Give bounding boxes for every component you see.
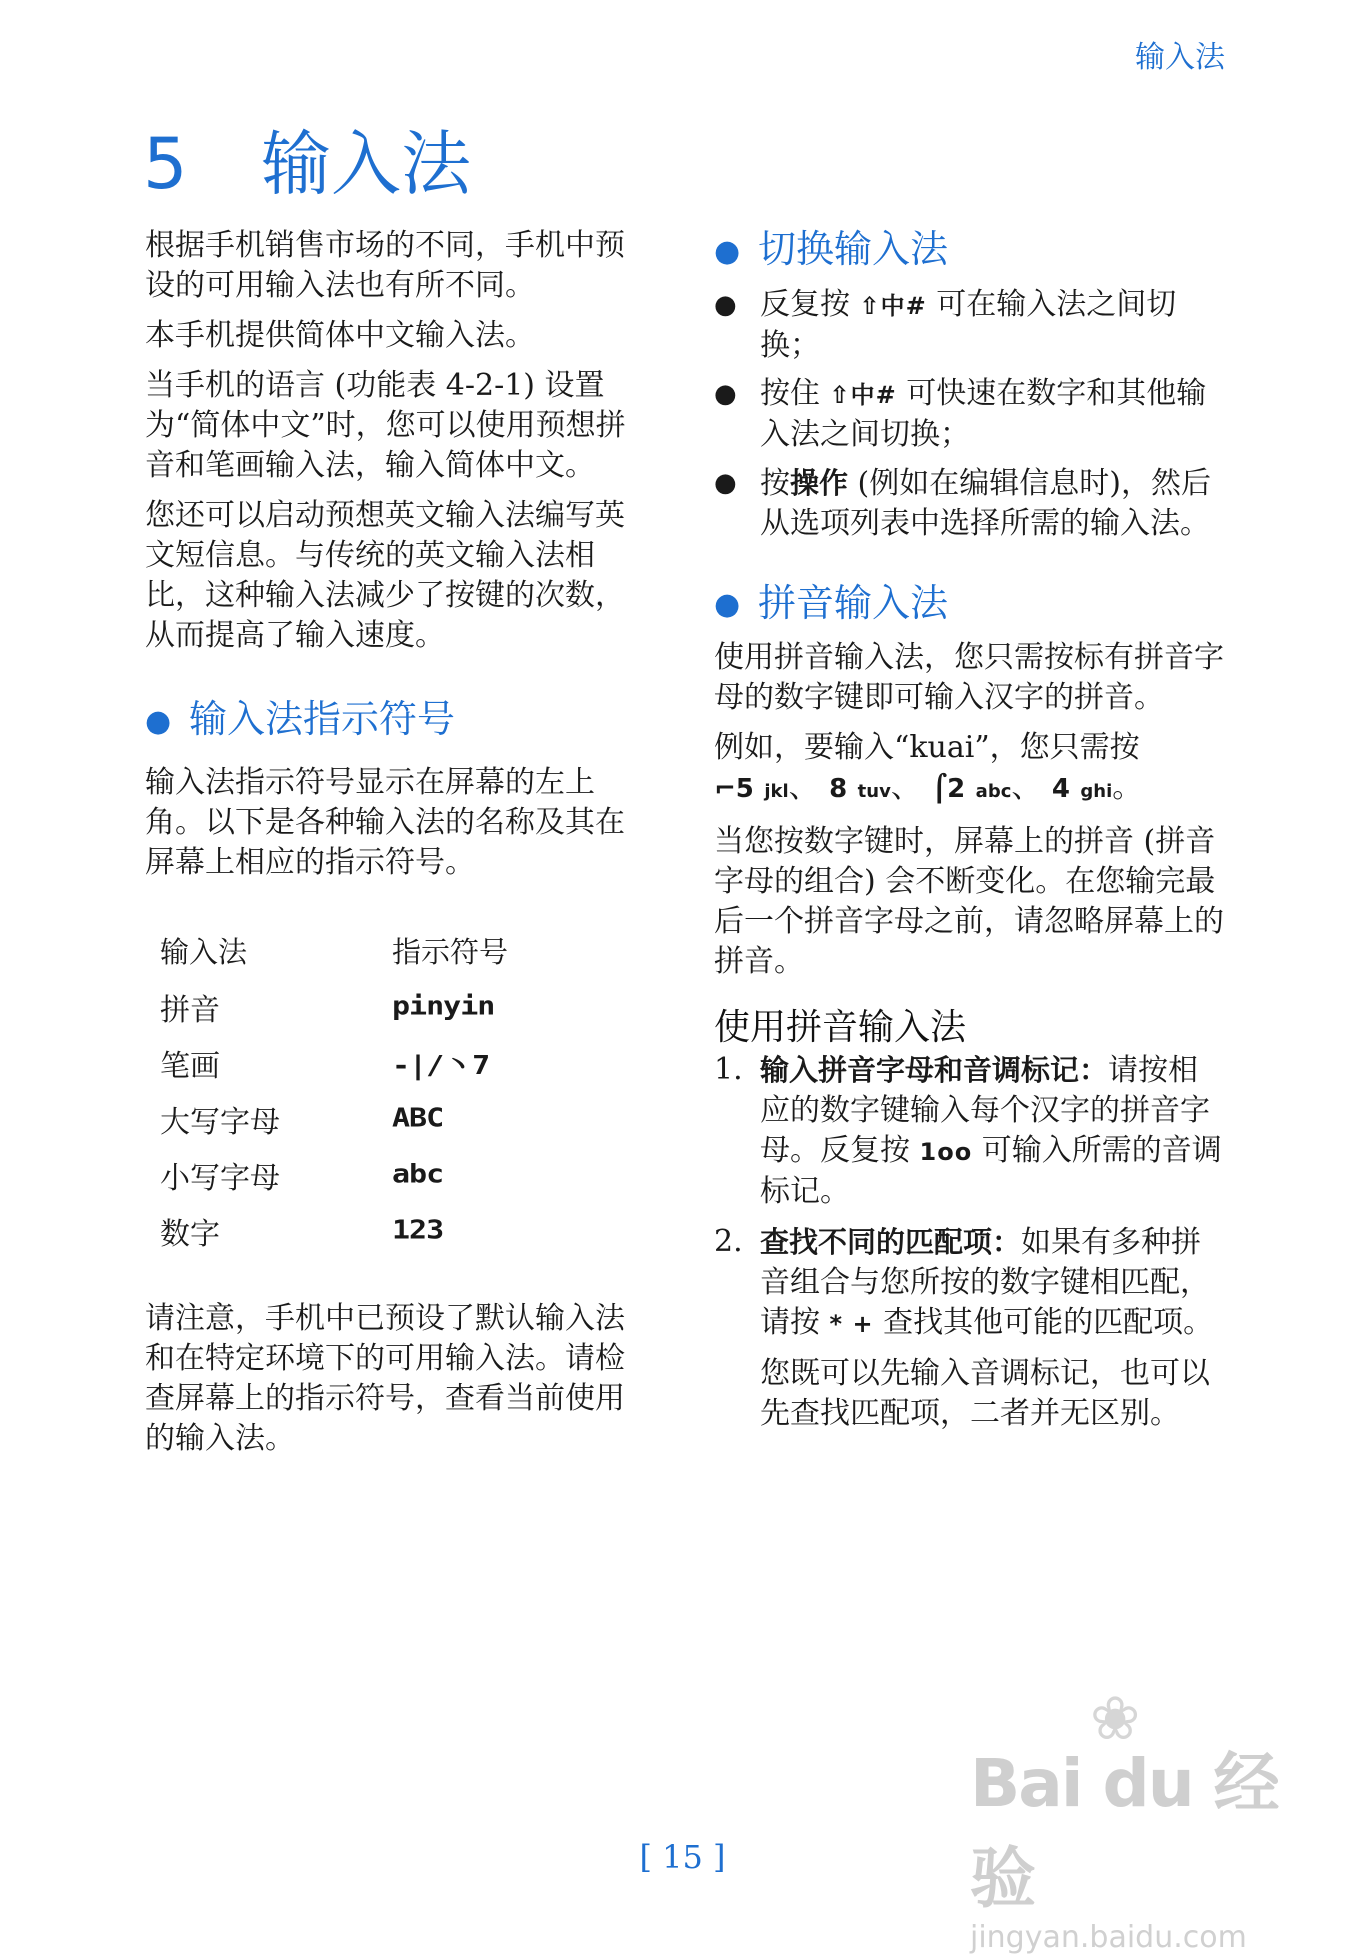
item-text: 请按相应的数字键输入每个汉字的拼音字母。反复按	[760, 1053, 1210, 1168]
list-item	[714, 1222, 1224, 1344]
list-item-text: (例如在编辑信息时)，然后从选项列表中选择所需的输入法。	[760, 465, 1211, 541]
indicator-lowercase-icon: abc	[392, 1159, 444, 1190]
table-row	[160, 1035, 508, 1091]
item-number: 1.	[714, 1052, 743, 1087]
watermark	[970, 1684, 1300, 1955]
key-sequence	[714, 768, 1224, 812]
usage-extra-note: 您既可以先输入音调标记，也可以先查找匹配项，二者并无区别。	[760, 1356, 1210, 1431]
indicator-table	[160, 923, 508, 1259]
table-row	[160, 979, 508, 1035]
indicator-symbol	[392, 1091, 508, 1147]
list-item-text: 反复按	[760, 286, 860, 322]
item-text: 如果有多种拼音组合与您所按的数字键相匹配，请按	[760, 1225, 1210, 1340]
list-item	[714, 285, 1224, 366]
input-method-key-icon: ⇧中#	[829, 380, 897, 409]
table-header-row	[160, 923, 508, 979]
table-row	[160, 1147, 508, 1203]
section-heading-text: 切换输入法	[758, 227, 949, 271]
indicator-symbol	[392, 979, 508, 1035]
indicator-pinyin-icon: pinyin	[392, 991, 495, 1022]
right-column	[714, 226, 1224, 1444]
separator: 、	[890, 770, 921, 805]
item-text: 查找其他可能的匹配项。	[873, 1305, 1214, 1340]
bullet-dot-icon: ●	[714, 233, 741, 269]
key-8-icon: 8	[829, 774, 848, 804]
list-item	[714, 374, 1224, 455]
key-letters: jkl	[764, 781, 789, 802]
method-name: 拼音	[160, 992, 220, 1028]
table-row	[160, 1091, 508, 1147]
input-method-key-icon: ⇧中#	[859, 291, 927, 320]
table-header: 指示符号	[392, 935, 509, 969]
key-letters: ghi	[1080, 781, 1113, 802]
running-header: 输入法	[1135, 40, 1225, 75]
pinyin-paragraph-2: 例如，要输入“kuai”，您只需按	[714, 730, 1140, 765]
indicator-numeric-icon: 123	[392, 1215, 444, 1246]
softkey-label: 操作	[790, 465, 849, 500]
bullet-dot-icon: ●	[714, 587, 741, 622]
indicator-symbol	[392, 1203, 508, 1259]
method-name: 大写字母	[160, 1104, 280, 1140]
bullet-dot-icon: ●	[145, 703, 172, 739]
intro-paragraph-3: 当手机的语言 (功能表 4-2-1) 设置为“简体中文”时，您可以使用预想拼音和笔画输入法，输入简体中文。	[145, 368, 626, 483]
pinyin-paragraph-3: 当您按数字键时，屏幕上的拼音 (拼音字母的组合) 会不断变化。在您输完最后一个拼音字母之前，请忽略屏幕上的拼音。	[714, 824, 1224, 979]
list-item-text: 可快速在数字和其他输入法之间切换；	[760, 375, 1207, 452]
star-key-icon: * +	[829, 1310, 874, 1338]
method-name: 数字	[160, 1216, 220, 1252]
indicator-description: 输入法指示符号显示在屏幕的左上角。以下是各种输入法的名称及其在屏幕上相应的指示符号。	[145, 764, 625, 880]
separator: 、	[1011, 770, 1042, 805]
pinyin-paragraph-1: 使用拼音输入法，您只需按标有拼音字母的数字键即可输入汉字的拼音。	[714, 640, 1224, 715]
paw-logo-icon: ❀	[1090, 1684, 1141, 1754]
watermark-url: jingyan.baidu.com	[970, 1920, 1247, 1955]
intro-paragraph-1: 根据手机销售市场的不同，手机中预设的可用输入法也有所不同。	[145, 228, 625, 303]
key-4-icon: 4	[1051, 774, 1070, 804]
list-item-text: 按住	[760, 375, 830, 411]
section-heading-switch	[714, 226, 1224, 275]
method-name: 笔画	[160, 1048, 220, 1084]
indicator-stroke-icon: -|/丶7	[392, 1050, 490, 1081]
intro-paragraph-2: 本手机提供简体中文输入法。	[145, 318, 535, 353]
intro-paragraph-4: 您还可以启动预想英文输入法编写英文短信息。与传统的英文输入法相比，这种输入法减少了按键的次数，从而提高了输入速度。	[145, 498, 625, 653]
key-letters: abc	[975, 781, 1012, 802]
chapter-title	[143, 108, 471, 209]
separator: 。	[1112, 770, 1143, 805]
bullet-icon: ●	[714, 378, 737, 409]
item-text: 可输入所需的音调标记。	[760, 1133, 1222, 1209]
item-number: 2.	[714, 1224, 743, 1259]
list-item-text: 可在输入法之间切换；	[760, 286, 1177, 363]
item-title: 输入拼音字母和音调标记：	[760, 1053, 1109, 1087]
bullet-icon: ●	[714, 289, 737, 320]
section-heading-indicator	[145, 696, 635, 745]
bullet-icon: ●	[714, 467, 737, 498]
list-item-text: 按	[760, 465, 790, 501]
indicator-symbol	[392, 1147, 508, 1203]
key-2-icon: ⌠2	[931, 774, 966, 804]
section-heading-pinyin	[714, 580, 1224, 629]
section-heading-text: 拼音输入法	[758, 580, 949, 625]
table-row	[160, 1203, 508, 1259]
key-1-icon: 1ᴏᴏ	[919, 1138, 973, 1166]
method-name: 小写字母	[160, 1160, 280, 1196]
section-heading-text: 输入法指示符号	[189, 697, 456, 741]
subheading-usage: 使用拼音输入法	[714, 1007, 967, 1048]
page-number: [ 15 ]	[639, 1838, 726, 1876]
key-letters: tuv	[857, 781, 891, 802]
chapter-number: 5	[143, 123, 188, 205]
left-column	[145, 226, 635, 1469]
indicator-note: 请注意，手机中已预设了默认输入法和在特定环境下的可用输入法。请检查屏幕上的指示符号，查看当前使用的输入法。	[145, 1300, 625, 1456]
separator: 、	[788, 770, 819, 805]
item-title: 查找不同的匹配项：	[760, 1225, 1022, 1259]
key-5-icon: ⌐5	[714, 774, 754, 804]
chapter-name: 输入法	[261, 123, 471, 205]
list-item	[714, 463, 1224, 544]
list-item	[714, 1050, 1224, 1212]
indicator-uppercase-icon: ABC	[392, 1103, 444, 1134]
indicator-symbol	[392, 1035, 508, 1091]
watermark-brand: Bai du 经验	[970, 1745, 1278, 1917]
table-header: 输入法	[160, 935, 248, 969]
